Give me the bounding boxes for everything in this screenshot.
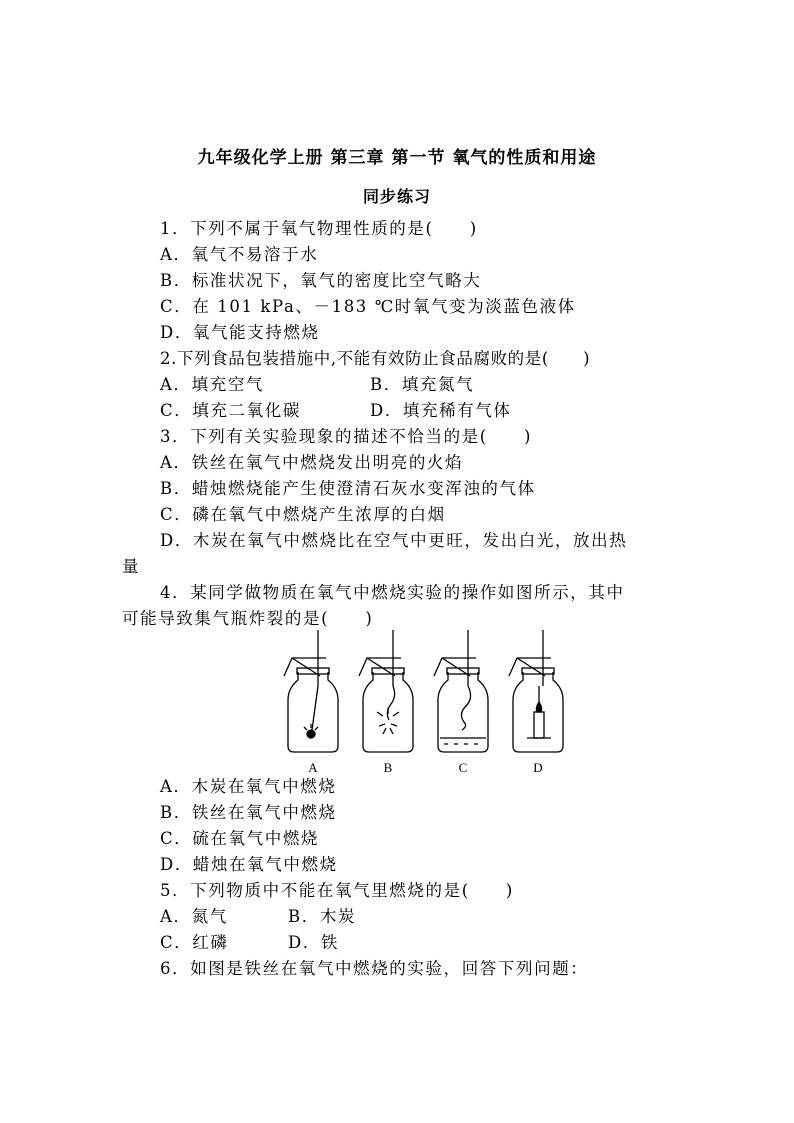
q2-stem: 2.下列食品包装措施中,不能有效防止食品腐败的是( ) — [160, 349, 591, 368]
q3-option-d-line2: 量 — [122, 557, 141, 576]
q1-option-b: B．标准状况下，氧气的密度比空气略大 — [160, 271, 482, 290]
q4-stem-line1: 4．某同学做物质在氧气中燃烧实验的操作如图所示，其中 — [160, 583, 625, 602]
q3-option-d-line1: D．木炭在氧气中燃烧比在空气中更旺，发出白光，放出热 — [160, 531, 628, 550]
q5-option-d: D．铁 — [288, 933, 340, 952]
figure-label-c: C — [458, 760, 468, 775]
q1-option-d: D．氧气能支持燃烧 — [160, 323, 320, 342]
document-subtitle: 同步练习 — [362, 187, 431, 206]
q3-option-a: A．铁丝在氧气中燃烧发出明亮的火焰 — [160, 453, 464, 472]
jar-experiment-figure — [278, 630, 568, 780]
jar-b-illustration — [359, 630, 413, 752]
jar-d-illustration — [509, 630, 563, 752]
q4-option-c: C．硫在氧气中燃烧 — [160, 829, 320, 848]
q2-option-b: B．填充氮气 — [370, 375, 475, 394]
q3-option-b: B．蜡烛燃烧能产生使澄清石灰水变浑浊的气体 — [160, 479, 536, 498]
q5-stem: 5．下列物质中不能在氧气里燃烧的是( ) — [160, 881, 514, 900]
q1-option-a: A．氧气不易溶于水 — [160, 245, 319, 264]
q4-option-b: B．铁丝在氧气中燃烧 — [160, 803, 337, 822]
figure-label-b: B — [383, 760, 393, 775]
jar-a-illustration — [284, 630, 338, 752]
jar-c-illustration — [434, 630, 488, 752]
q1-option-c: C．在 101 kPa、－183 ℃时氧气变为淡蓝色液体 — [160, 297, 576, 316]
q4-option-d: D．蜡烛在氧气中燃烧 — [160, 855, 338, 874]
q2-option-c: C．填充二氧化碳 — [160, 401, 301, 420]
q5-option-b: B．木炭 — [288, 907, 357, 926]
q5-option-a: A．氮气 — [160, 907, 228, 926]
q5-option-c: C．红磷 — [160, 933, 229, 952]
q6-stem: 6．如图是铁丝在氧气中燃烧的实验，回答下列问题： — [160, 959, 589, 978]
figure-label-a: A — [308, 760, 318, 775]
q2-option-d: D．填充稀有气体 — [370, 401, 512, 420]
q4-stem-line2: 可能导致集气瓶炸裂的是( ) — [122, 609, 374, 628]
document-title: 九年级化学上册 第三章 第一节 氧气的性质和用途 — [197, 148, 597, 168]
q1-stem: 1．下列不属于氧气物理性质的是( ) — [160, 219, 478, 238]
q3-stem: 3．下列有关实验现象的描述不恰当的是( ) — [160, 427, 533, 446]
q3-option-c: C．磷在氧气中燃烧产生浓厚的白烟 — [160, 505, 446, 524]
q4-option-a: A．木炭在氧气中燃烧 — [160, 777, 337, 796]
q2-option-a: A．填充空气 — [160, 375, 265, 394]
figure-label-d: D — [533, 760, 543, 775]
